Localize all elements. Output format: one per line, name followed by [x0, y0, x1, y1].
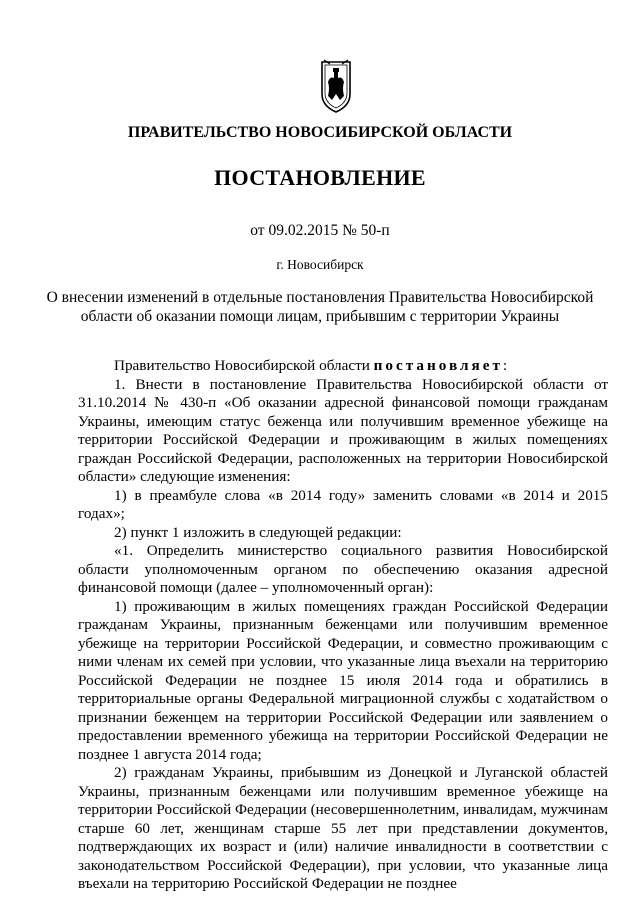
intro-prefix: Правительство Новосибирской области [114, 357, 374, 374]
document-type: ПОСТАНОВЛЕНИЕ [214, 165, 426, 190]
body-paragraph: 2) гражданам Украины, прибывшим из Донецкой и Луганской областей Украины, признанным беженцами или получившим временное убежище на территории Российской Федерации (несовершеннолетним, инвалидам, мужчинам старше 60 лет, женщинам старше 55 лет при представлении документов, подтверждающих их возраст и (или) наличие инвалидности в соответствии с законодательством Российской Федерации), при условии, что указанные лица въехали на территорию Российской Федерации не позднее [78, 764, 608, 892]
subject-line: О внесении изменений в отдельные постановления Правительства Новосибирской [46, 289, 594, 306]
document-subject [0, 288, 640, 326]
document-body [78, 357, 608, 894]
body-paragraph: 2) пункт 1 изложить в следующей редакции: [114, 523, 402, 541]
organization-name: ПРАВИТЕЛЬСТВО НОВОСИБИРСКОЙ ОБЛАСТИ [127, 124, 513, 141]
body-paragraph: 1) в преамбуле слова «в 2014 году» заменить словами «в 2014 и 2015 годах»; [78, 486, 608, 522]
document-date-number: от 09.02.2015 № 50-п [250, 222, 390, 239]
intro-verb: постановляет [373, 357, 503, 374]
coat-of-arms-icon [316, 58, 356, 114]
subject-line: области об оказании помощи лицам, прибывшим с территории Украины [80, 308, 560, 325]
intro-paragraph [78, 357, 608, 376]
document-city: г. Новосибирск [276, 257, 364, 272]
body-paragraph: 1) проживающим в жилых помещениях граждан Российской Федерации гражданам Украины, признанным беженцами или получившим временное убежище на территории Российской Федерации, и совместно проживающим с ними членам их семей при условии, что указанные лица въехали на территорию Российской Федерации не позднее 15 июля 2014 года и обратились в территориальные органы Федеральной миграционной службы с ходатайством о признании беженцем на территории Российской Федерации или заявлением о предоставлении временного убежища на территории Российской Федерации не позднее 1 августа 2014 года; [78, 597, 608, 763]
intro-suffix: : [502, 357, 508, 374]
body-paragraph: 1. Внести в постановление Правительства Новосибирской области от 31.10.2014 № 430-п «Об оказании адресной финансовой помощи гражданам Украины, имеющим статус беженца или получившим временное убежище на территории Российской Федерации и проживающим в жилых помещениях граждан Российской Федерации, расположенных на территории Новосибирской области» следующие изменения: [78, 375, 608, 485]
body-paragraph: «1. Определить министерство социального развития Новосибирской области уполномоченным органом по обеспечению оказания адресной финансовой помощи (далее – уполномоченный орган): [78, 542, 608, 596]
